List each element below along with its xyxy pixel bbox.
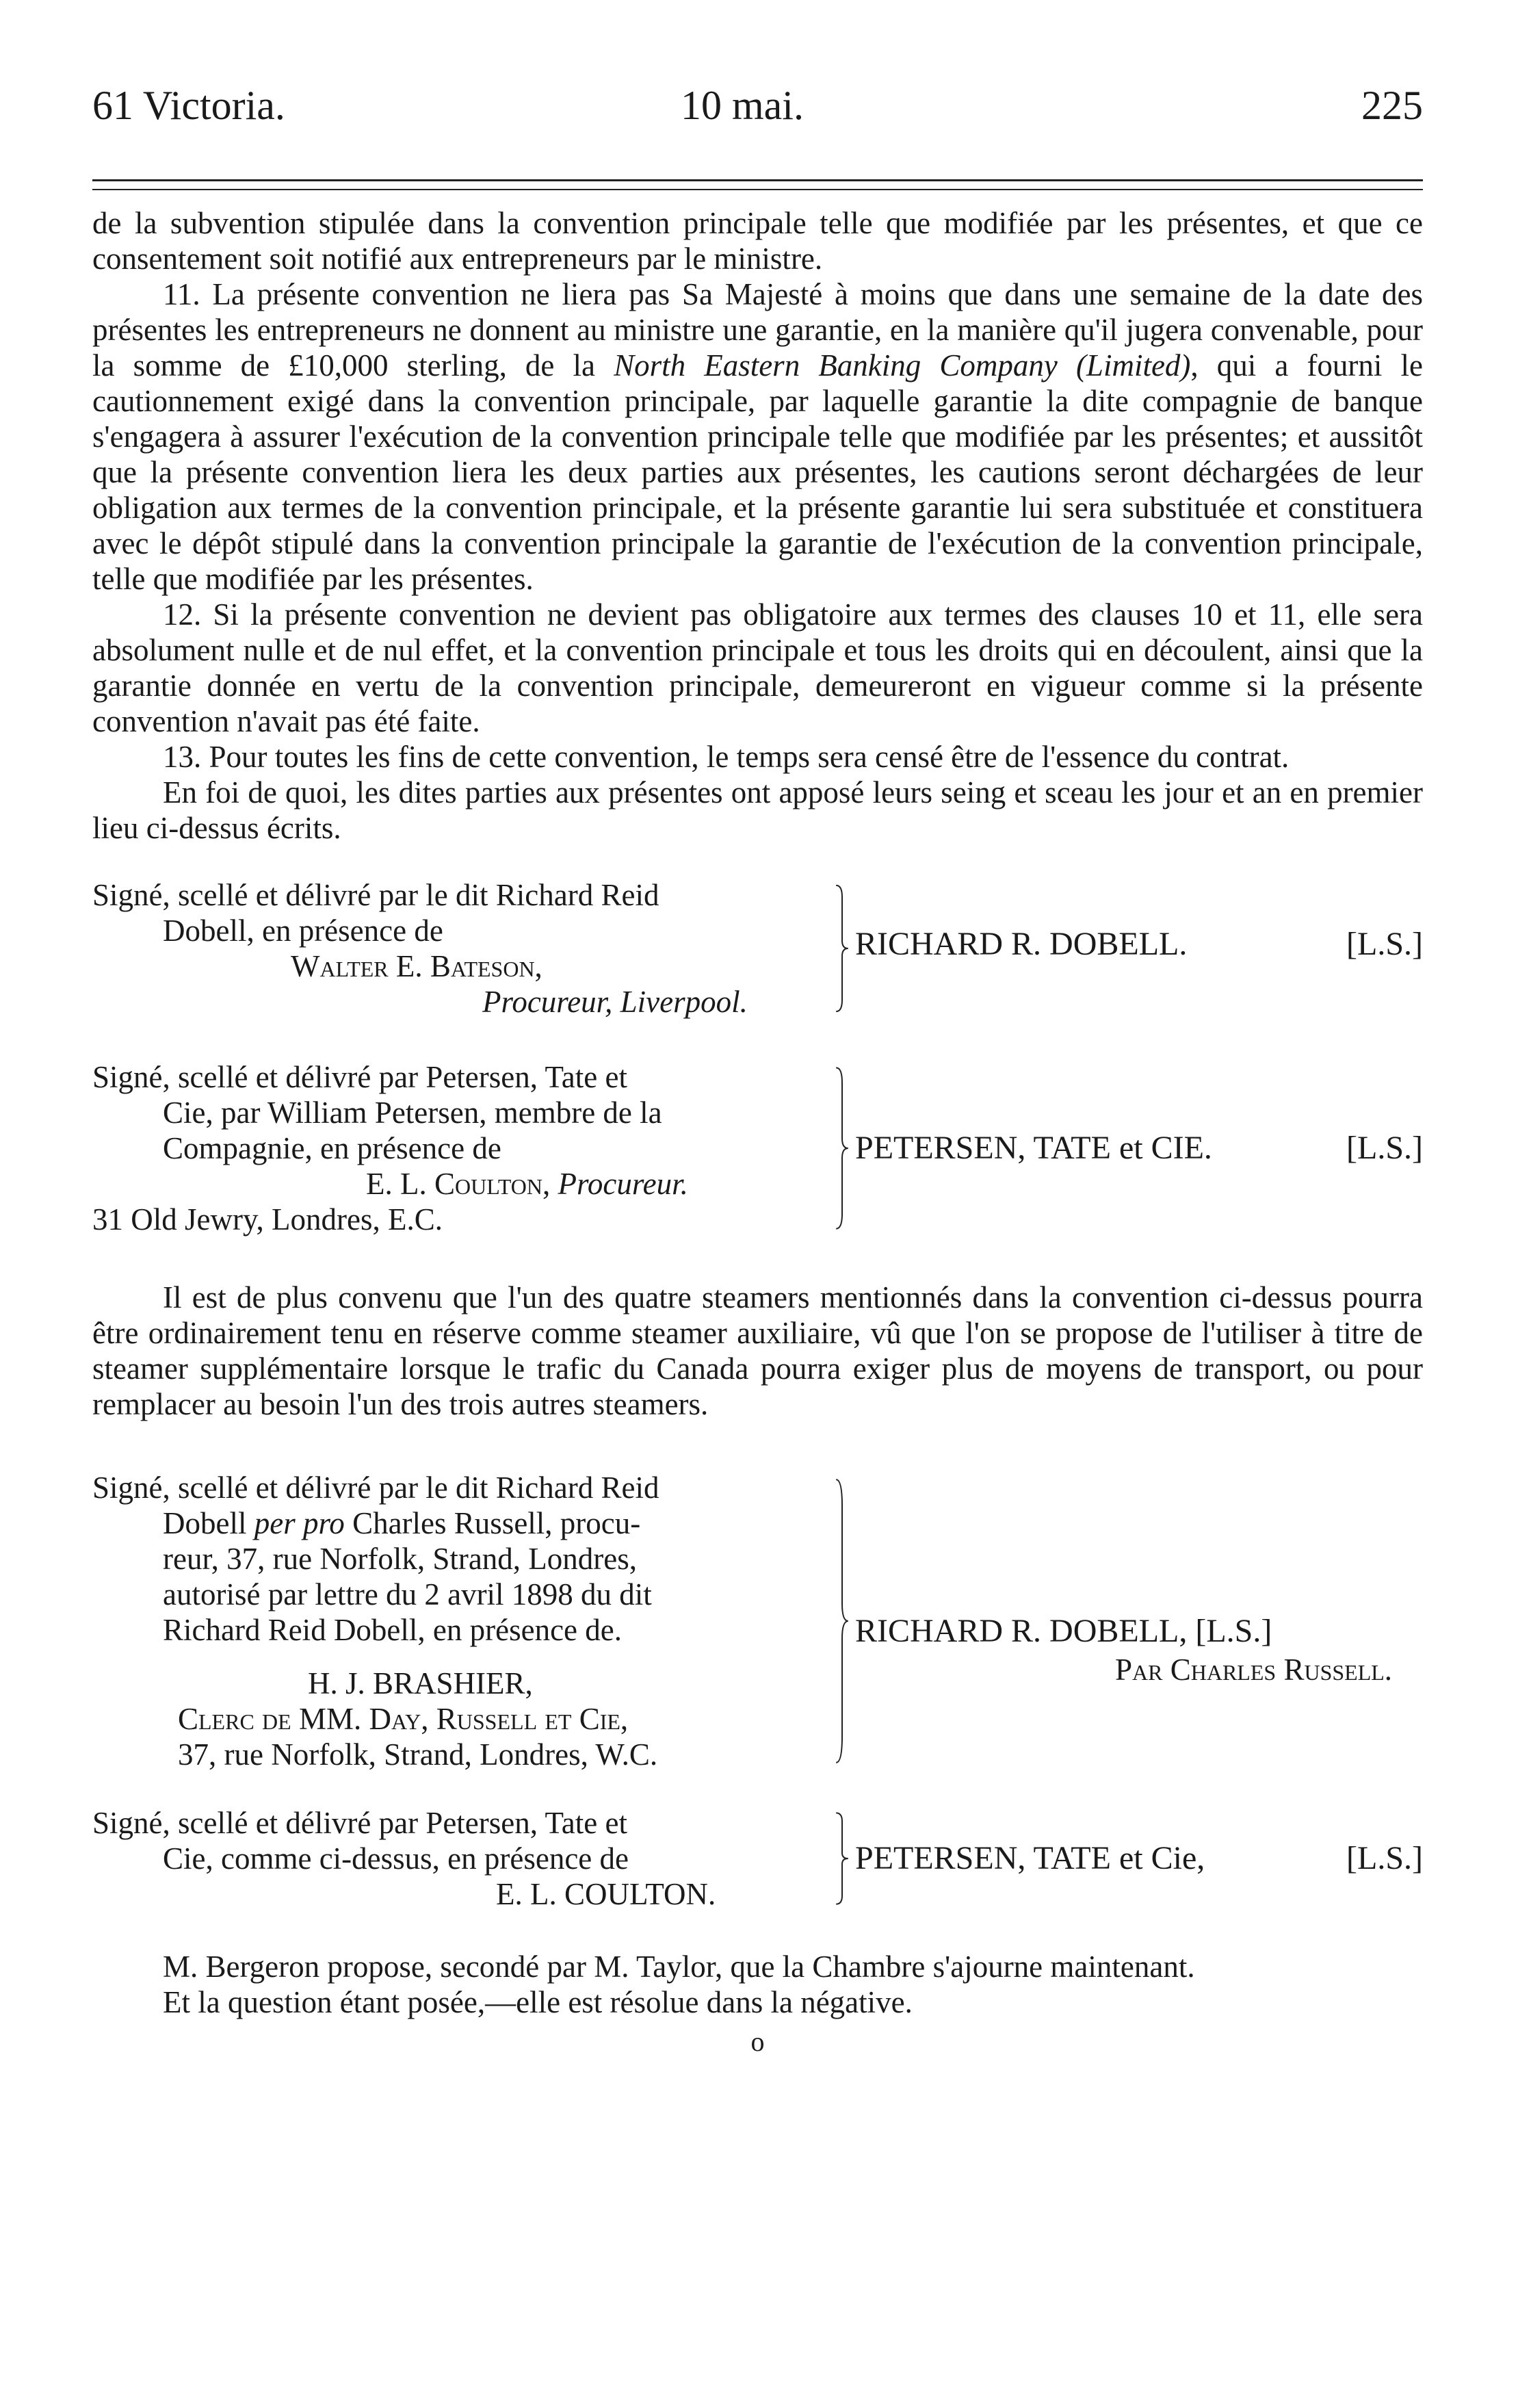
- sig-witness-title: Procureur.: [558, 1167, 688, 1201]
- sig-line: Cie, comme ci-dessus, en présence de: [163, 1841, 629, 1876]
- sig-line: Richard Reid Dobell, en présence de.: [163, 1613, 623, 1647]
- signatory-dobell: RICHARD R. DOBELL, [L.S.]: [855, 1613, 1272, 1649]
- header-rule-secondary: [92, 189, 1423, 190]
- signatory-petersen: PETERSEN, TATE et CIE.: [855, 1130, 1212, 1166]
- document-body: [92, 205, 1423, 2060]
- paragraph-en-foi: En foi de quoi, les dites parties aux présentes ont apposé leurs seing et sceau les jour et an en premier lieu ci-dessus écrits.: [92, 775, 1423, 845]
- clause-11-bank-name: North Eastern Banking Company (Limited): [614, 348, 1191, 383]
- seal-mark: [L.S.]: [1346, 1840, 1423, 1876]
- paragraph-clause-13: 13. Pour toutes les fins de cette convention, le temps sera censé être de l'essence du contrat.: [163, 740, 1290, 774]
- sig-line: Signé, scellé et délivré par Petersen, Tate et: [92, 1806, 627, 1840]
- clause-11-text-cont: , qui a fourni le cautionnement exigé dans la convention principale, par laquelle garantie la dite compagnie de banque s'engagera à assurer l'exécution de la convention principale telle que modifiée par les présentes; et aussitôt que la présente convention liera les deux parties aux présentes, les cautions seront déchargées de leur obligation aux termes de la convention principale, et la présente garantie lui sera substituée et constituera avec le dépôt stipulé dans la convention principale la garantie de l'exécution de la convention principale, telle que modifiée par les présentes.: [92, 348, 1423, 596]
- signatory-petersen: PETERSEN, TATE et Cie,: [855, 1840, 1205, 1876]
- sig-line: Signé, scellé et délivré par le dit Richard Reid: [92, 878, 659, 912]
- sig-witness-firm: Clerc de MM. Day, Russell et Cie,: [178, 1702, 629, 1736]
- sig-line: autorisé par lettre du 2 avril 1898 du dit: [163, 1577, 652, 1611]
- signature-block-petersen: [92, 1059, 1423, 1237]
- signature-block-dobell: [92, 877, 1423, 1020]
- sig-witness: E. L. Coulton,: [366, 1167, 558, 1201]
- sig-text: Dobell: [163, 1506, 254, 1540]
- sig-address: 31 Old Jewry, Londres, E.C.: [92, 1202, 443, 1237]
- signatory-dobell: RICHARD R. DOBELL.: [855, 926, 1188, 962]
- sig-address: 37, rue Norfolk, Strand, Londres, W.C.: [178, 1737, 658, 1772]
- seal-mark: [L.S.]: [1346, 926, 1423, 962]
- page-number: 225: [1361, 83, 1423, 128]
- sig-per-pro: per pro: [254, 1506, 345, 1540]
- page-header: [92, 82, 1423, 137]
- signature-block-petersen-2: [92, 1805, 1423, 1912]
- header-date: 10 mai.: [681, 83, 804, 128]
- sig-witness: Walter E. Bateson,: [291, 949, 542, 983]
- sig-witness-title: Procureur, Liverpool.: [482, 985, 748, 1019]
- paragraph-steamer: Il est de plus convenu que l'un des quatre steamers mentionnés dans la convention ci-dessus pourra être ordinairement tenu en réserve comme steamer auxiliaire, vû que l'on se propose de l'utiliser à titre de steamer supplémentaire lorsque le trafic du Canada pourra exiger plus de moyens de transport, ou pour remplacer au besoin l'un des trois autres steamers.: [92, 1280, 1423, 1421]
- clause-11-text: 11. La présente convention ne liera pas Sa Majesté à moins que dans une semaine de la date des présentes les entrepreneurs ne donnent au ministre une garantie, en la manière qu'il jugera convenable, pour la somme de £10,000 sterling, de la: [92, 277, 1423, 383]
- header-session: 61 Victoria.: [92, 83, 285, 128]
- brace-icon: [835, 1066, 850, 1230]
- paragraph-subvention: de la subvention stipulée dans la convention principale telle que modifiée par les présentes, et que ce consentement soit notifié aux entrepreneurs par le ministre.: [92, 206, 1423, 276]
- sig-witness: H. J. BRASHIER,: [308, 1666, 533, 1700]
- sig-text: Charles Russell, procu-: [344, 1506, 641, 1540]
- paragraph-clause-11: [92, 276, 1423, 597]
- brace-icon: [835, 1477, 850, 1765]
- sig-line: Cie, par William Petersen, membre de la: [163, 1096, 662, 1130]
- sig-line: Compagnie, en présence de: [163, 1131, 501, 1165]
- signature-block-dobell-per-pro: [92, 1470, 1423, 1772]
- signatory-agent: Par Charles Russell.: [1115, 1653, 1393, 1687]
- sig-line: Signé, scellé et délivré par Petersen, Tate et: [92, 1060, 627, 1094]
- brace-icon: [835, 884, 850, 1013]
- sig-line: Signé, scellé et délivré par le dit Richard Reid: [92, 1471, 659, 1505]
- sig-line: [92, 1505, 831, 1541]
- footer-mark: o: [750, 2026, 765, 2057]
- header-rule: [92, 179, 1423, 181]
- sig-line: Dobell, en présence de: [163, 914, 443, 948]
- paragraph-result: Et la question étant posée,—elle est résolue dans la négative.: [163, 1985, 913, 2019]
- sig-witness-title: [92, 1701, 831, 1737]
- brace-icon: [835, 1812, 850, 1905]
- paragraph-clause-12: 12. Si la présente convention ne devient pas obligatoire aux termes des clauses 10 et 11, elle sera absolument nulle et de nul effet, et la convention principale et tous les droits qui en découlent, ainsi que la garantie donnée en vertu de la convention principale, demeureront en vigueur comme si la présente convention n'avait pas été faite.: [92, 597, 1423, 738]
- sig-witness: E. L. COULTON.: [496, 1877, 716, 1911]
- seal-mark: [L.S.]: [1346, 1130, 1423, 1166]
- paragraph-motion: M. Bergeron propose, secondé par M. Taylor, que la Chambre s'ajourne maintenant.: [163, 1950, 1195, 1984]
- sig-line: reur, 37, rue Norfolk, Strand, Londres,: [163, 1542, 638, 1576]
